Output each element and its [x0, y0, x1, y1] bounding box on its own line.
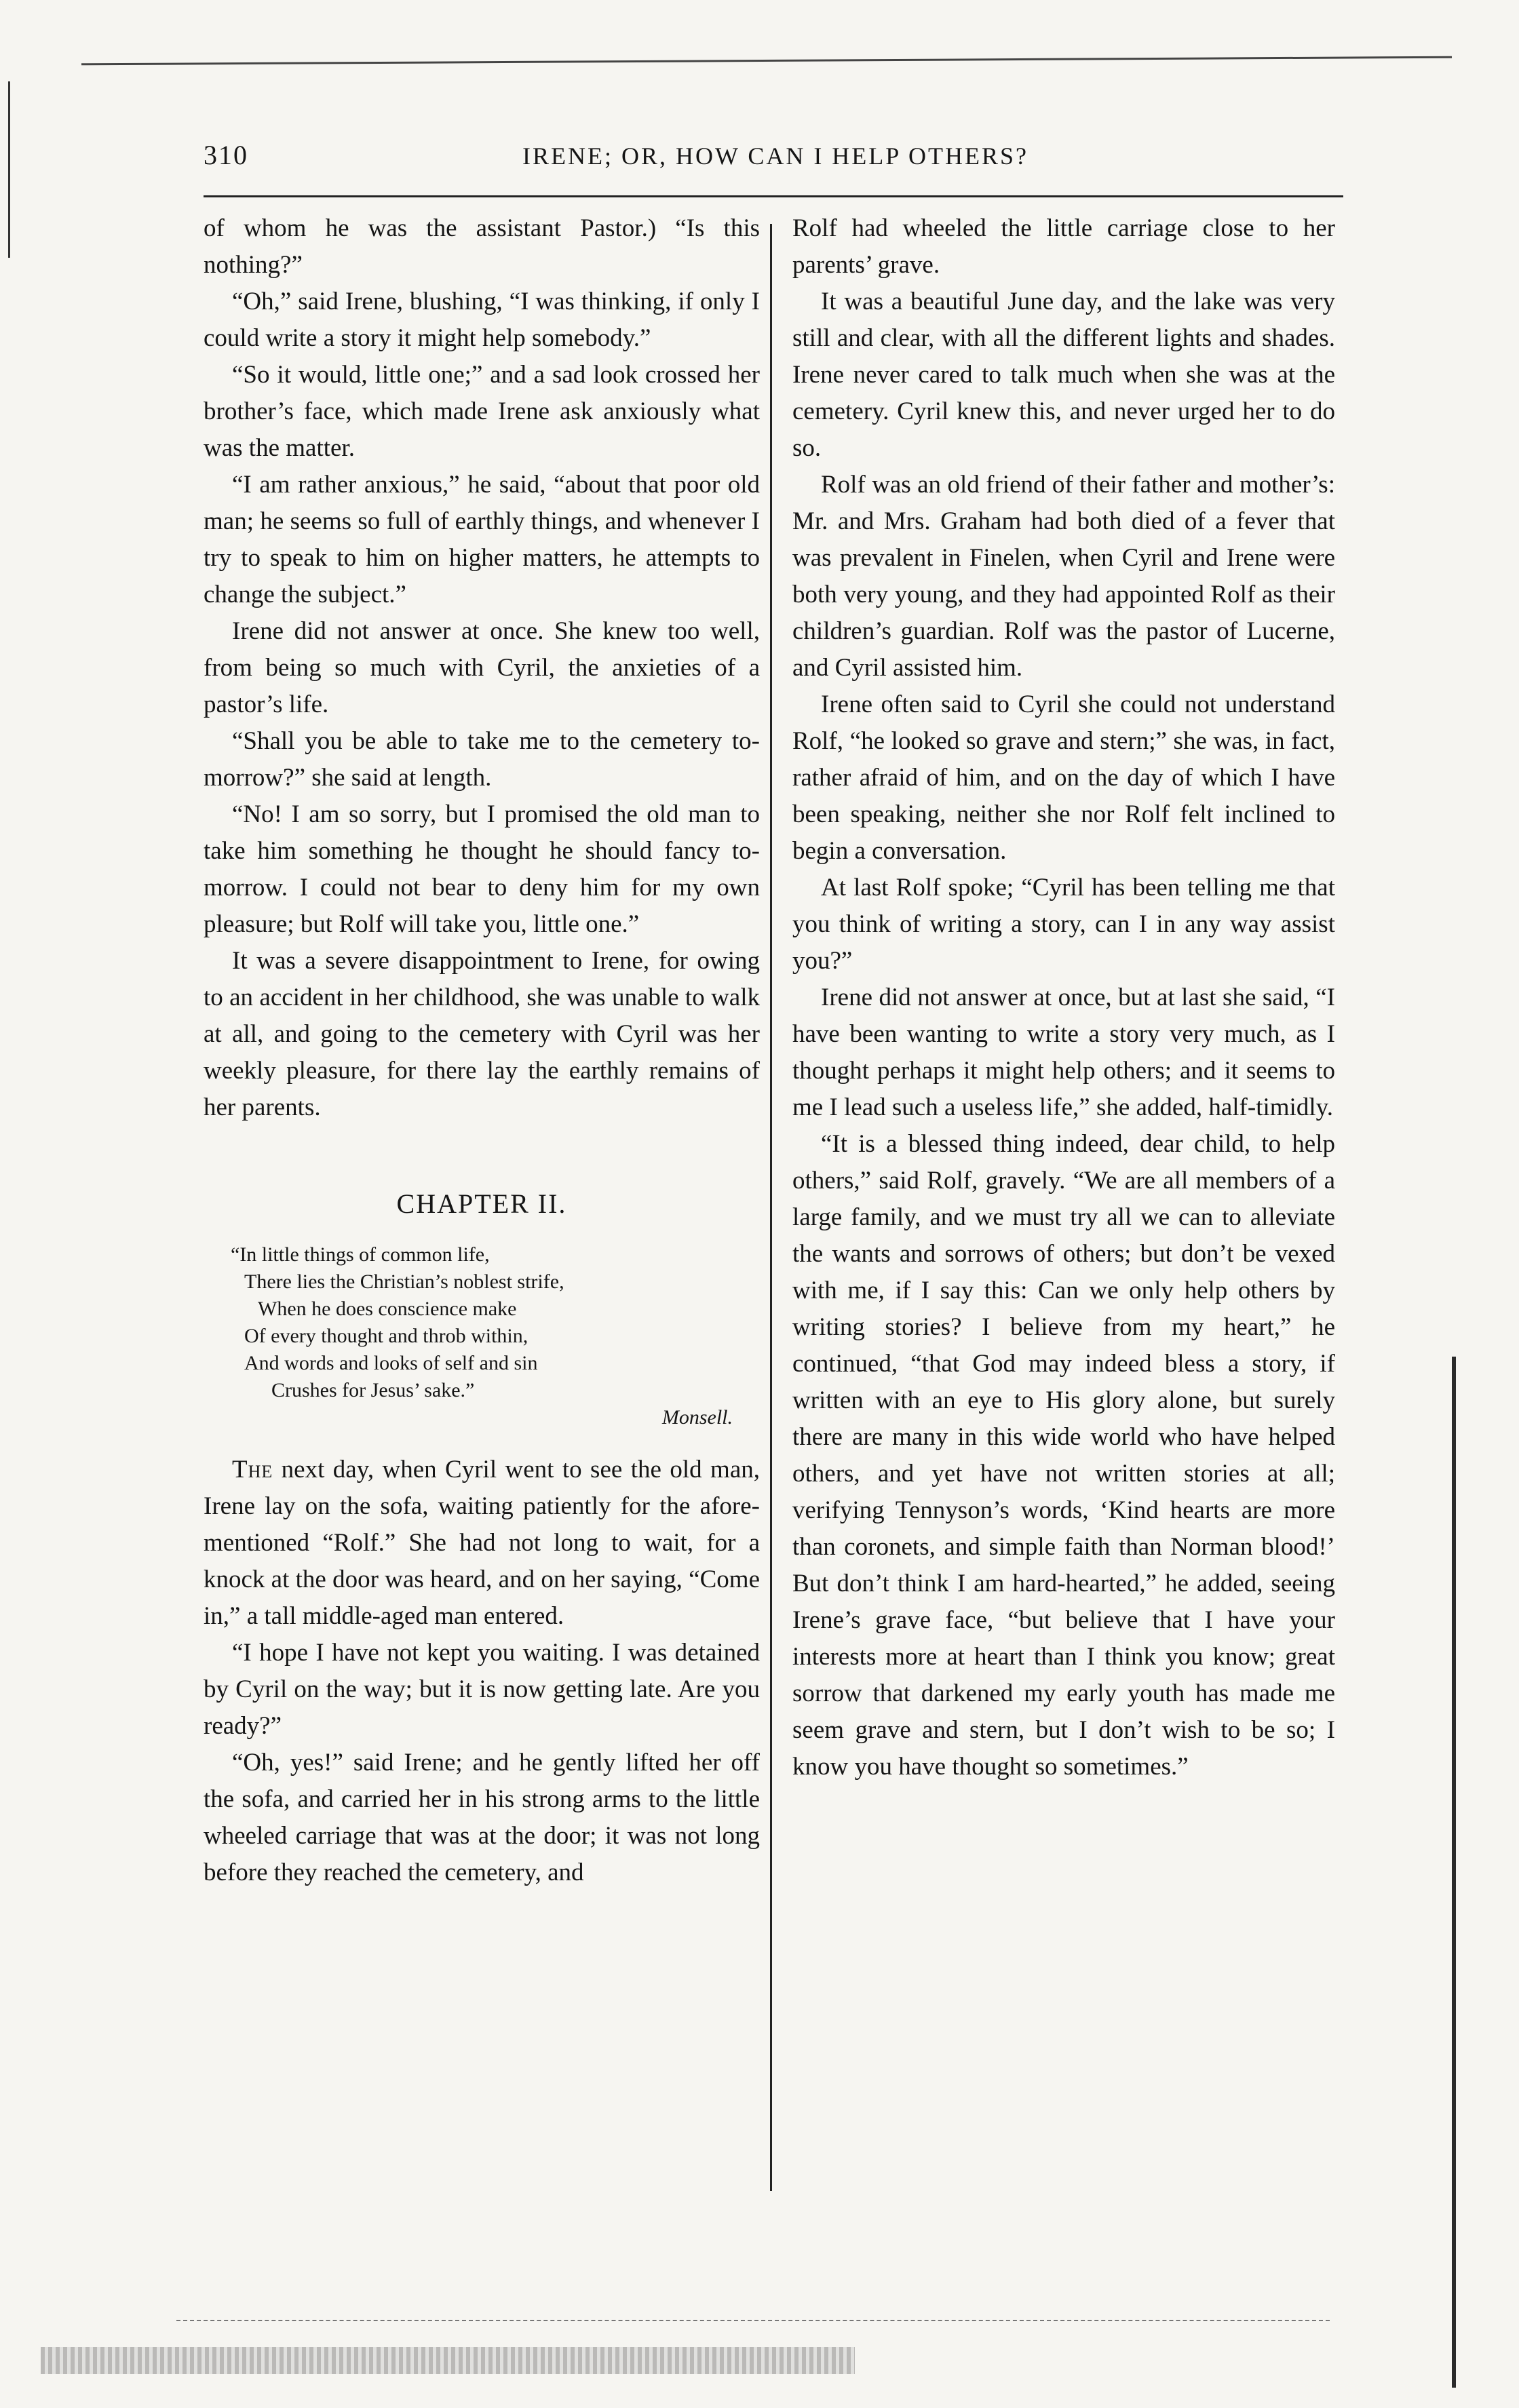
- running-title: IRENE; OR, HOW CAN I HELP OTHERS?: [522, 142, 1028, 170]
- paragraph: Irene did not answer at once. She knew too well, from being so much with Cyril, the anxieties of a pastor’s life.: [204, 617, 760, 718]
- paragraph: “Shall you be able to take me to the cemetery to-morrow?” she said at length.: [204, 727, 760, 792]
- page-header: [204, 139, 1343, 180]
- chapter-lead-word: The: [232, 1456, 273, 1483]
- paragraph: “It is a blessed thing indeed, dear child, to help others,” said Rolf, gravely. “We are all members of a large family, and we must try all we can to alleviate the wants and sorrows of others; but don’t be vexed with me, if I say this: Can we only help others by writing stories? I believe from my heart,” he continued, “that God may indeed bless a story, if written with an eye to His glory alone, but surely there are many in this wide world who have helped others, and yet have not written stories at all; verifying Tennyson’s words, ‘Kind hearts are more than coronets, and simple faith than Norman blood!’ But don’t think I am hard-hearted,” he added, seeing Irene’s grave face, “but believe that I have your interests more at heart than I think you know; great sorrow that darkened my early youth has made me seem grave and stern, but I don’t wish to be so; I know you have thought so sometimes.”: [792, 1130, 1335, 1781]
- verse-line: Of every thought and throb within,: [244, 1325, 528, 1347]
- paragraph: “No! I am so sorry, but I promised the old man to take him something he thought he should fancy to-morrow. I could not bear to deny him for my own pleasure; but Rolf will take you, little one.”: [204, 800, 760, 938]
- chapter-title: CHAPTER II.: [396, 1188, 567, 1219]
- scan-left-edge: [8, 81, 14, 258]
- paragraph: Rolf had wheeled the little carriage close to her parents’ grave.: [792, 214, 1335, 279]
- header-rule: [204, 195, 1343, 197]
- paragraph: “So it would, little one;” and a sad look crossed her brother’s face, which made Irene ask anxiously what was the matter.: [204, 361, 760, 462]
- paragraph: “Oh,” said Irene, blushing, “I was thinking, if only I could write a story it might help somebody.”: [204, 288, 760, 352]
- paragraph: It was a severe disappointment to Irene, for owing to an accident in her childhood, she was unable to walk at all, and going to the cemetery with Cyril was her weekly pleasure, for there lay the earthly remains of her parents.: [204, 947, 760, 1121]
- scan-bottom-noise: [41, 2347, 855, 2374]
- paragraph-text: next day, when Cyril went to see the old man, Irene lay on the sofa, waiting patiently for the afore-mentioned “Rolf.” She had not long to wait, for a knock at the door was heard, and on her saying, “Come in,” a tall middle-aged man entered.: [204, 1456, 760, 1630]
- verse-line: “In little things of common life,: [231, 1243, 490, 1266]
- verse-line: There lies the Christian’s noblest strife,: [244, 1270, 564, 1293]
- paragraph: “I am rather anxious,” he said, “about that poor old man; he seems so full of earthly things, and whenever I try to speak to him on higher matters, he attempts to change the subject.”: [204, 471, 760, 608]
- page-number: 310: [204, 140, 248, 170]
- verse-line: And words and looks of self and sin: [244, 1352, 538, 1374]
- paragraph: Irene did not answer at once, but at last she said, “I have been wanting to write a story very much, as I thought perhaps it might help others; and it seems to me I lead such a useless life,” she added, half-timidly.: [792, 984, 1335, 1121]
- verse-line: When he does conscience make: [258, 1298, 517, 1320]
- paragraph: “I hope I have not kept you waiting. I was detained by Cyril on the way; but it is now getting late. Are you ready?”: [204, 1639, 760, 1740]
- epigraph-verse: [231, 1241, 760, 1431]
- paragraph: Rolf was an old friend of their father and mother’s: Mr. and Mrs. Graham had both died of a fever that was prevalent in Finelen, when Cyril and Irene were both very young, and they had appointed Rolf as their children’s guardian. Rolf was the pastor of Lucerne, and Cyril assisted him.: [792, 471, 1335, 682]
- verse-attribution: Monsell.: [661, 1406, 733, 1429]
- section-gap: [204, 1126, 760, 1167]
- left-column: [204, 210, 760, 1891]
- column-divider: [770, 224, 772, 2191]
- right-column: [792, 210, 1335, 1785]
- paragraph: At last Rolf spoke; “Cyril has been telling me that you think of writing a story, can I in any way assist you?”: [792, 874, 1335, 975]
- scan-bottom-rule: [176, 2320, 1330, 2321]
- paragraph: [204, 1452, 760, 1635]
- paragraph: “Oh, yes!” said Irene; and he gently lifted her off the sofa, and carried her in his strong arms to the little wheeled carriage that was at the door; it was not long before they reached the cemetery, and: [204, 1749, 760, 1886]
- paragraph: of whom he was the assistant Pastor.) “Is this nothing?”: [204, 214, 760, 279]
- paragraph: Irene often said to Cyril she could not understand Rolf, “he looked so grave and stern;” she was, in fact, rather afraid of him, and on the day of which I have been speaking, neither she nor Rolf felt inclined to begin a conversation.: [792, 691, 1335, 865]
- verse-line: Crushes for Jesus’ sake.”: [271, 1379, 475, 1401]
- scan-top-rule: [81, 56, 1452, 66]
- scan-right-margin-mark: [1452, 1357, 1456, 2388]
- paragraph: It was a beautiful June day, and the lake was very still and clear, with all the different lights and shades. Irene never cared to talk much when she was at the cemetery. Cyril knew this, and never urged her to do so.: [792, 288, 1335, 462]
